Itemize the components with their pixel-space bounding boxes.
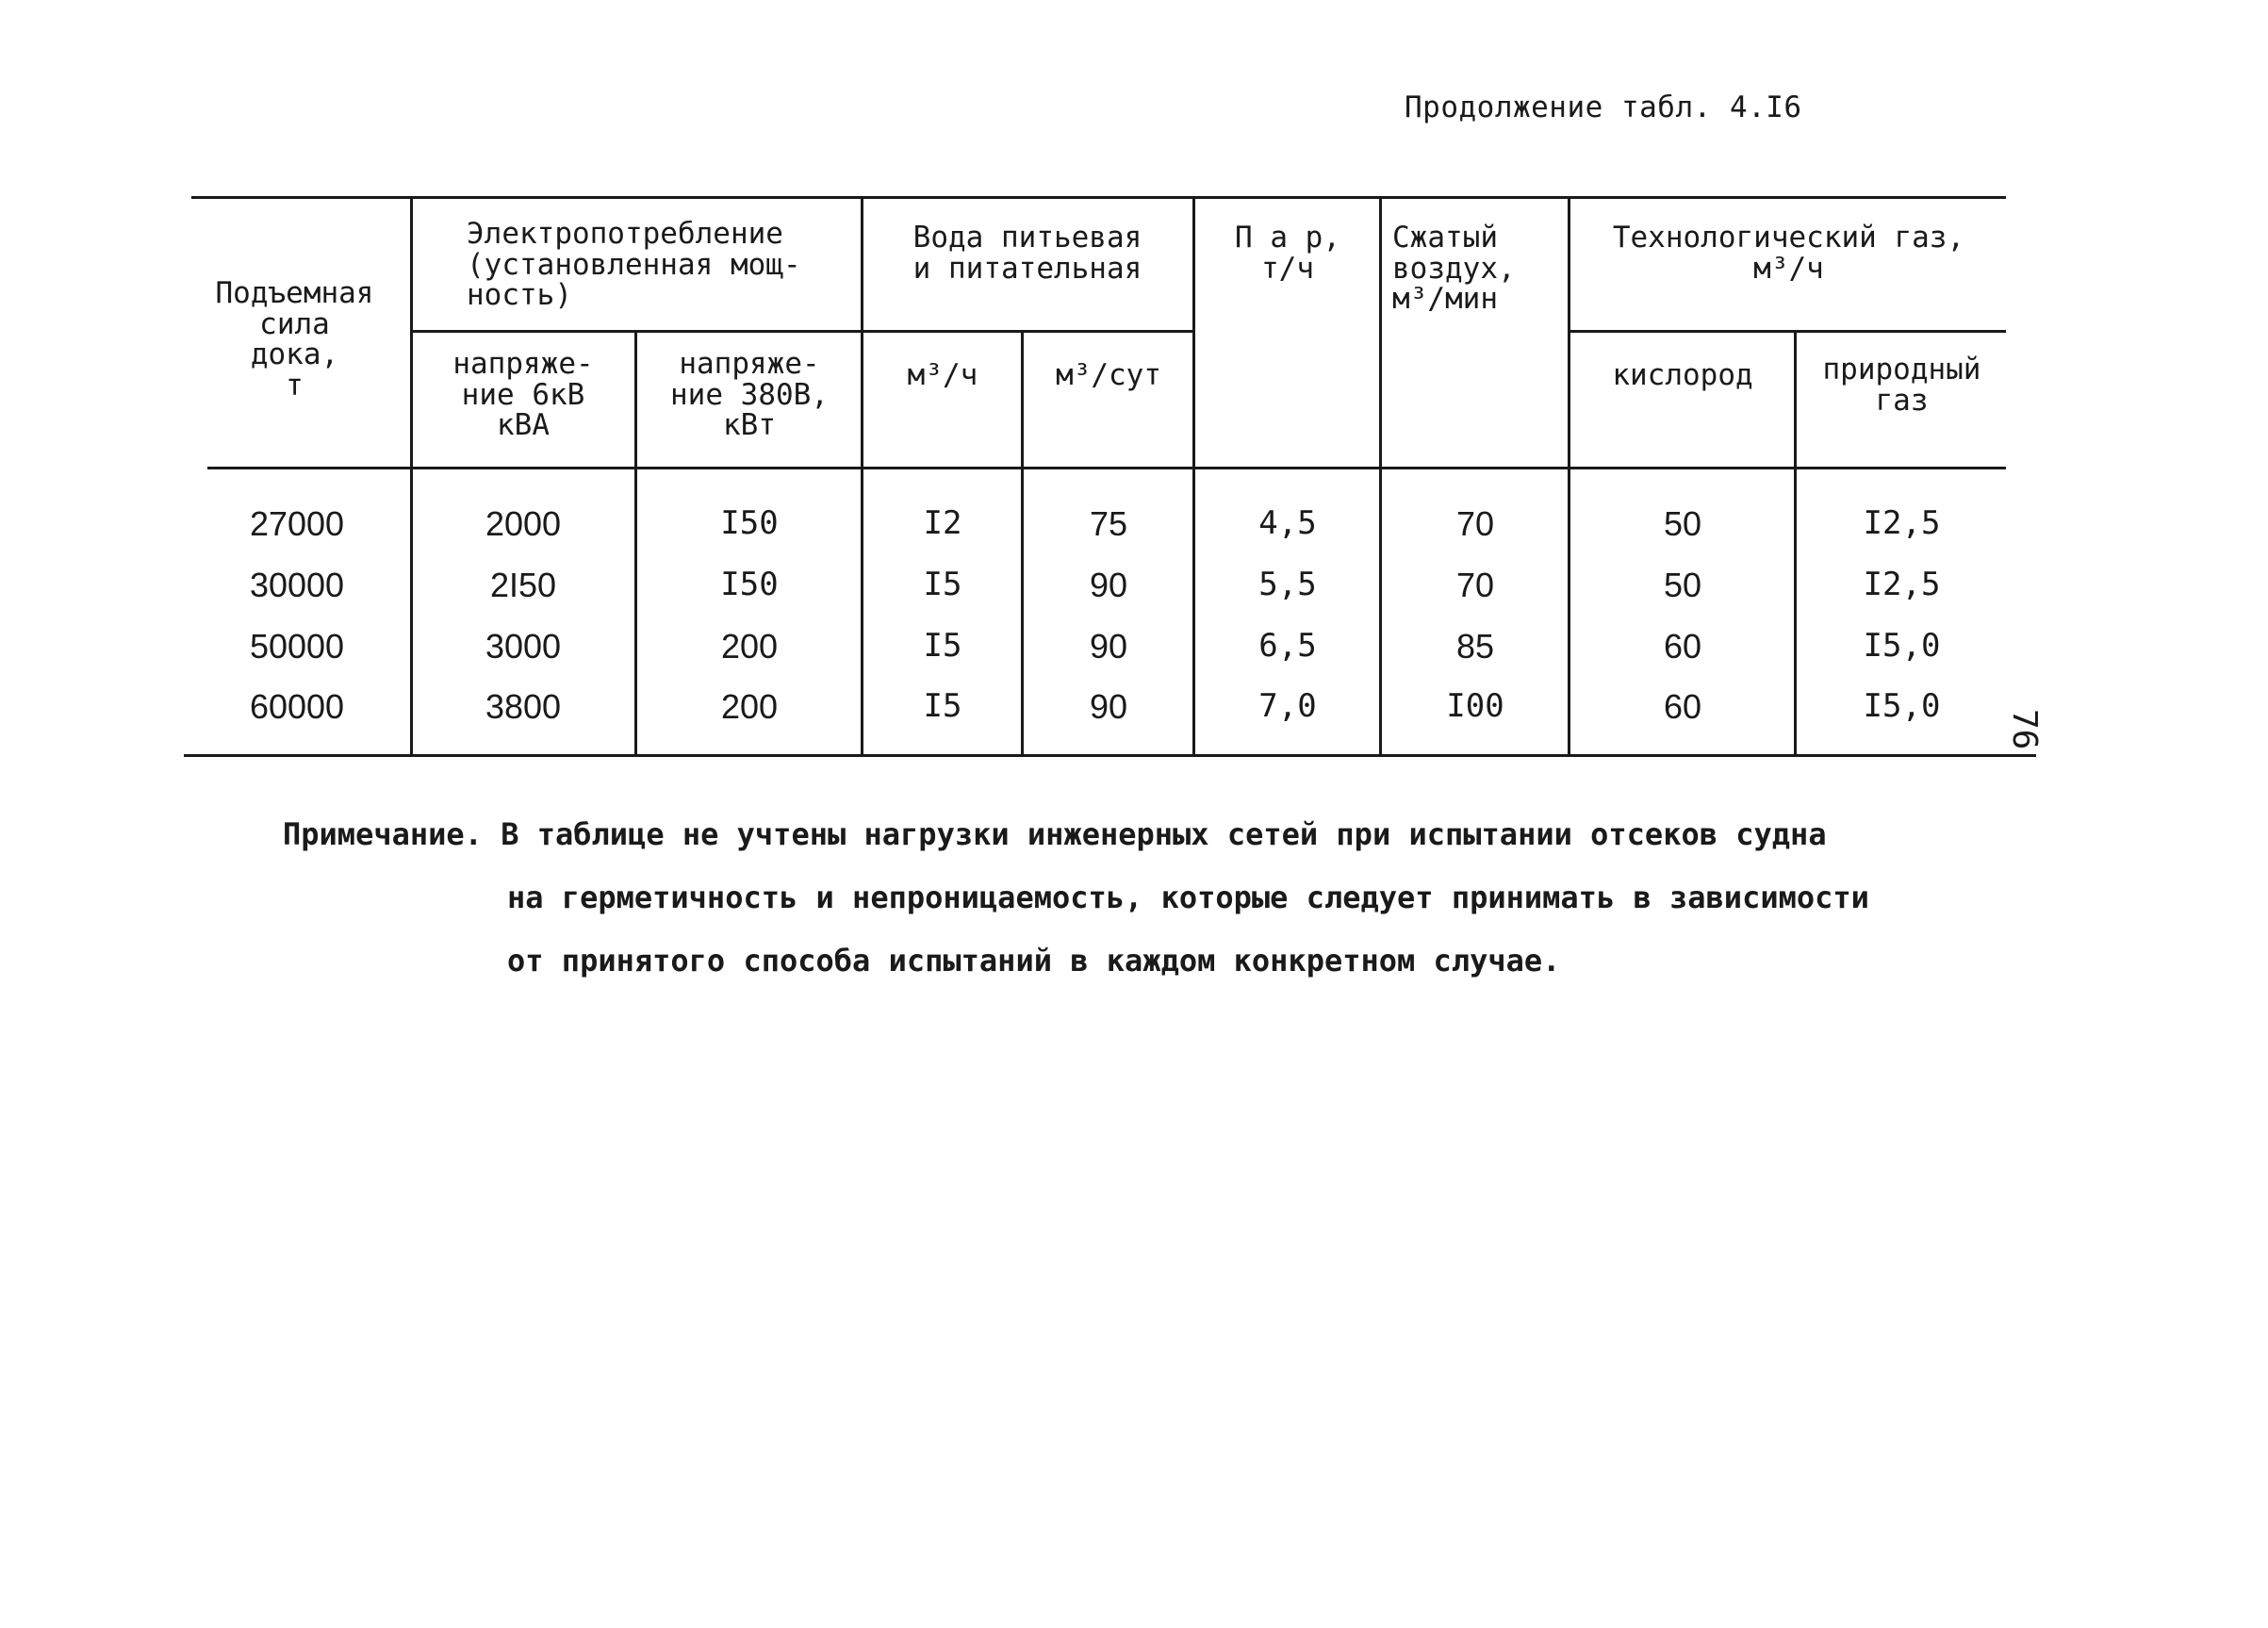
table-cell: 50000 (249, 627, 345, 666)
table-cell: 200 (720, 627, 779, 666)
header-water-hour: м³/ч (907, 358, 978, 392)
col-divider-1 (410, 196, 413, 754)
table-cell: I00 (1446, 687, 1504, 725)
col-divider-3 (861, 196, 863, 754)
table-top-rule (191, 196, 2006, 199)
note-line-3: от принятого способа испытаний в каждом конкретном случае. (507, 943, 1561, 978)
table-bottom-rule (184, 754, 2036, 757)
table-cell: 2I50 (489, 566, 557, 604)
header-electro: Электропотребление (установленная мощ- ность) (467, 217, 801, 313)
note-line-2: на герметичность и непроницаемость, которые следует принимать в зависимости (507, 880, 1869, 915)
table-note (283, 803, 1942, 993)
note-line-1: Примечание. В таблице не учтены нагрузки инженерных сетей при испытании отсеков судна (283, 816, 1827, 852)
page-number: 76 (2005, 709, 2044, 750)
header-electro-380: напряже- ние 380В, кВт (670, 347, 829, 443)
table-cell: I2,5 (1863, 504, 1941, 542)
continuation-title: Продолжение табл. 4.I6 (1405, 90, 1802, 124)
table-cell: 5,5 (1258, 566, 1317, 603)
header-bottom-rule (207, 467, 2006, 469)
header-electro-6kv: напряже- ние 6кВ кВА (452, 347, 594, 443)
table-cell: 50 (1663, 566, 1702, 604)
col-divider-8 (1794, 330, 1797, 754)
table-cell: 30000 (249, 566, 345, 604)
table-cell: 6,5 (1258, 627, 1317, 665)
col-divider-7 (1568, 196, 1570, 754)
header-air: Сжатый воздух, м³/мин (1392, 221, 1516, 317)
header-water-day: м³/сут (1056, 358, 1161, 392)
table-cell: 200 (720, 687, 779, 726)
subheader-rule-electro (412, 330, 863, 333)
table-cell: I2 (923, 504, 962, 542)
table-cell: I5 (923, 566, 962, 603)
table-cell: 70 (1455, 566, 1495, 604)
table-cell: I50 (720, 566, 779, 603)
table-cell: 70 (1455, 504, 1495, 543)
table-cell: I5 (923, 687, 962, 725)
table-cell: 3000 (485, 627, 562, 666)
table-cell: I5,0 (1863, 687, 1941, 725)
table-cell: 90 (1089, 627, 1128, 666)
col-divider-5 (1192, 196, 1195, 754)
table-cell: 2000 (485, 504, 562, 543)
table-cell: 3800 (485, 687, 562, 726)
table-cell: 60 (1663, 687, 1702, 726)
header-oxygen: кислород (1612, 358, 1753, 392)
col-divider-4 (1021, 330, 1024, 754)
header-natural-gas: природный газ (1822, 353, 1981, 418)
table-cell: 85 (1455, 627, 1495, 666)
table-cell: 60 (1663, 627, 1702, 666)
table-cell: 4,5 (1258, 504, 1317, 542)
subheader-rule-gas (1570, 330, 2006, 333)
header-steam: П а р, т/ч (1235, 221, 1340, 286)
header-water: Вода питьевая и питательная (912, 221, 1142, 286)
col-divider-6 (1379, 196, 1382, 754)
header-gas: Технологический газ, м³/ч (1612, 221, 1965, 286)
table-cell: 50 (1663, 504, 1702, 543)
table-cell: 27000 (249, 504, 345, 543)
col-divider-2 (634, 330, 637, 754)
table-cell: 60000 (249, 687, 345, 726)
table-cell: 75 (1089, 504, 1128, 543)
table-cell: I2,5 (1863, 566, 1941, 603)
table-cell: I5,0 (1863, 627, 1941, 665)
table-cell: 90 (1089, 566, 1128, 604)
table-cell: 7,0 (1258, 687, 1317, 725)
data-table (184, 189, 2036, 764)
table-cell: 90 (1089, 687, 1128, 726)
subheader-rule-water (863, 330, 1194, 333)
table-cell: I5 (923, 627, 962, 665)
table-cell: I50 (720, 504, 779, 542)
header-lifting-force: Подъемная сила дока, т (215, 276, 374, 403)
